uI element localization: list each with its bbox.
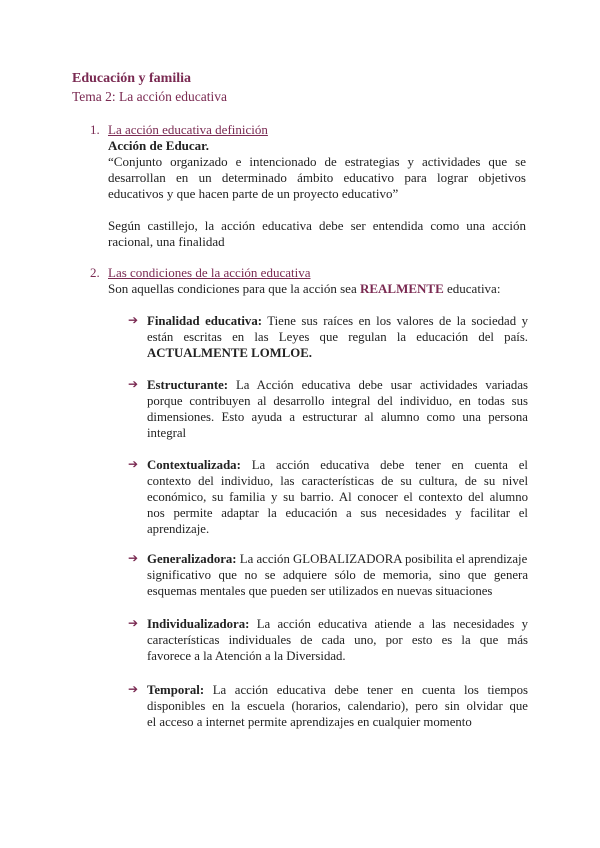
condition-text	[147, 682, 528, 730]
arrow-right-icon: ➔	[128, 313, 139, 327]
condition-term: Temporal:	[147, 683, 205, 697]
arrow-right-icon: ➔	[128, 682, 139, 696]
section-2-number: 2.	[90, 265, 100, 280]
condition-line: La acción educativa atiende a las necesidades y	[249, 617, 528, 631]
intro-emphasis: REALMENTE	[359, 281, 444, 296]
condition-text	[147, 457, 528, 537]
condition-line: disponibles en la escuela (horarios, calendario), pero sin olvidar que	[147, 699, 528, 713]
condition-line: porque contribuyen al desarrollo integral del individuo, en todas sus	[147, 394, 528, 408]
condition-line: La Acción educativa debe usar actividades variadas	[228, 378, 528, 392]
condition-line: esquemas mentales que pueden ser utilizados en nuevas situaciones	[147, 584, 493, 598]
section-1-heading: La acción educativa definición	[108, 122, 268, 137]
condition-line: ACTUALMENTE LOMLOE.	[147, 346, 312, 360]
condition-text	[147, 313, 528, 361]
arrow-right-icon: ➔	[128, 377, 139, 391]
arrow-right-icon: ➔	[128, 457, 139, 471]
condition-term: Finalidad educativa:	[147, 314, 262, 328]
condition-text	[147, 551, 528, 599]
section-1-subheading: Acción de Educar.	[108, 138, 209, 153]
condition-line: contexto del individuo, las características de su cultura, de su nivel	[147, 474, 528, 488]
condition-line: el acceso a internet permite aprendizajes en cualquier momento	[147, 715, 472, 729]
section-1-number: 1.	[90, 122, 100, 137]
arrow-right-icon: ➔	[128, 551, 139, 565]
section-2-heading: Las condiciones de la acción educativa	[108, 265, 311, 280]
section-1-quote-line: “Conjunto organizado e intencionado de estrategias y actividades que se	[108, 154, 526, 169]
condition-line: características individuales de cada uno, por esto es la que más	[147, 633, 528, 647]
intro-text: Son aquellas condiciones para que la acción sea	[108, 281, 360, 296]
condition-line: La acción educativa debe tener en cuenta el	[240, 458, 528, 472]
condition-line: significativo que no se adquiere sólo de memoria, sino que genera	[147, 568, 528, 582]
condition-line: integral	[147, 426, 187, 440]
condition-line: dimensiones. Esto ayuda a estructurar al alumno como una persona	[147, 410, 528, 424]
condition-line: económico, su familia y su barrio. Al conocer el contexto del alumno	[147, 490, 528, 504]
condition-line: favorece a la Atención a la Diversidad.	[147, 649, 346, 663]
section-1-paragraph-line: Según castillejo, la acción educativa debe ser entendida como una acción	[108, 218, 526, 233]
arrow-right-icon: ➔	[128, 616, 139, 630]
condition-line: aprendizaje.	[147, 522, 210, 536]
condition-line: Tiene sus raíces en los valores de la sociedad y	[262, 314, 528, 328]
condition-term: Estructurante:	[147, 378, 229, 392]
condition-line: La acción educativa debe tener en cuenta los tiempos	[204, 683, 528, 697]
section-1-paragraph-line: racional, una finalidad	[108, 234, 225, 249]
document-title: Educación y familia	[72, 71, 192, 86]
condition-line: nos permite adaptar la educación a sus necesidades y facilitar el	[147, 506, 528, 520]
condition-term: Contextualizada:	[147, 458, 241, 472]
section-1-quote-line: desarrollan en un determinado ámbito educativo para lograr objetivos	[108, 170, 526, 185]
condition-text	[147, 616, 528, 664]
condition-line: La acción GLOBALIZADORA posibilita el aprendizaje	[236, 552, 528, 566]
condition-text	[147, 377, 528, 441]
document-subtitle: Tema 2: La acción educativa	[72, 89, 227, 104]
condition-term: Generalizadora:	[147, 552, 237, 566]
section-2-intro	[108, 281, 526, 297]
condition-term: Individualizadora:	[147, 617, 250, 631]
section-1-quote-line: educativos y que hacen parte de un proyecto educativo”	[108, 186, 399, 201]
intro-text-end: educativa:	[443, 281, 501, 296]
condition-line: están escritas en las Leyes que regulan la educación del país.	[147, 330, 528, 344]
